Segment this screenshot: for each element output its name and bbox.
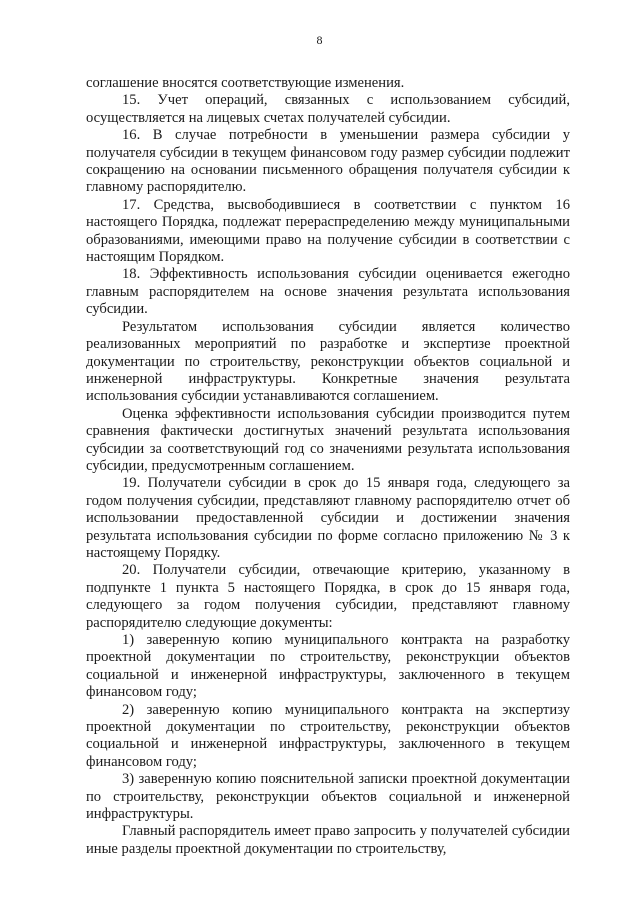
paragraph-continuation: соглашение вносятся соответствующие изменения. bbox=[86, 75, 405, 91]
paragraph-16: 16. В случае потребности в уменьшении размера субсидии у получателя субсидии в текущем финансовом году размер субсидии подлежит сокращению на основании письменного обращения получателя субсидии к главному распорядителю. bbox=[86, 127, 570, 196]
paragraph-18-evaluation: Оценка эффективности использования субсидии производится путем сравнения фактически достигнутых значений результата использования субсидии за соответствующий год со значениями результата использования субсидии, предусмотренным соглашением. bbox=[86, 405, 570, 474]
paragraph-15: 15. Учет операций, связанных с использованием субсидий, осуществляется на лицевых счетах получателей субсидии. bbox=[86, 92, 570, 126]
paragraph-18-result: Результатом использования субсидии является количество реализованных мероприятий по разработке и экспертизе проектной документации по строительству, реконструкции объектов социальной и инженерной инфраструктуры. Конкретные значения результата использования субсидии устанавливаются соглашением. bbox=[86, 318, 570, 405]
paragraph-final: Главный распорядитель имеет право запросить у получателей субсидии иные разделы проектной документации по строительству, bbox=[86, 823, 570, 857]
paragraph-20: 20. Получатели субсидии, отвечающие критерию, указанному в подпункте 1 пункта 5 настоящего Порядка, в срок до 15 января года, следующего за годом получения субсидии, представляют главному распорядителю следующие документы: bbox=[86, 562, 570, 631]
document-body bbox=[86, 75, 570, 858]
list-item-3: 3) заверенную копию пояснительной записки проектной документации по строительству, реконструкции объектов социальной и инженерной инфраструктуры. bbox=[86, 771, 570, 823]
list-item-2: 2) заверенную копию муниципального контракта на экспертизу проектной документации по строительству, реконструкции объектов социальной и инженерной инфраструктуры, заключенного в текущем финансовом году; bbox=[86, 701, 570, 770]
paragraph-17: 17. Средства, высвободившиеся в соответствии с пунктом 16 настоящего Порядка, подлежат перераспределению между муниципальными образованиями, имеющими право на получение субсидии в соответствии с настоящим Порядком. bbox=[86, 196, 570, 266]
list-item-1: 1) заверенную копию муниципального контракта на разработку проектной документации по строительству, реконструкции объектов социальной и инженерной инфраструктуры, заключенного в текущем финансовом году; bbox=[86, 632, 570, 701]
paragraph-19: 19. Получатели субсидии в срок до 15 января года, следующего за годом получения субсидии, представляют главному распорядителю отчет об использовании предоставленной субсидии и достижении значения результата использования субсидии по форме согласно приложению № 3 к настоящему Порядку. bbox=[86, 475, 570, 561]
page-number: 8 bbox=[316, 33, 323, 47]
paragraph-18: 18. Эффективность использования субсидии оценивается ежегодно главным распорядителем на основе значения результата использования субсидии. bbox=[86, 266, 570, 318]
